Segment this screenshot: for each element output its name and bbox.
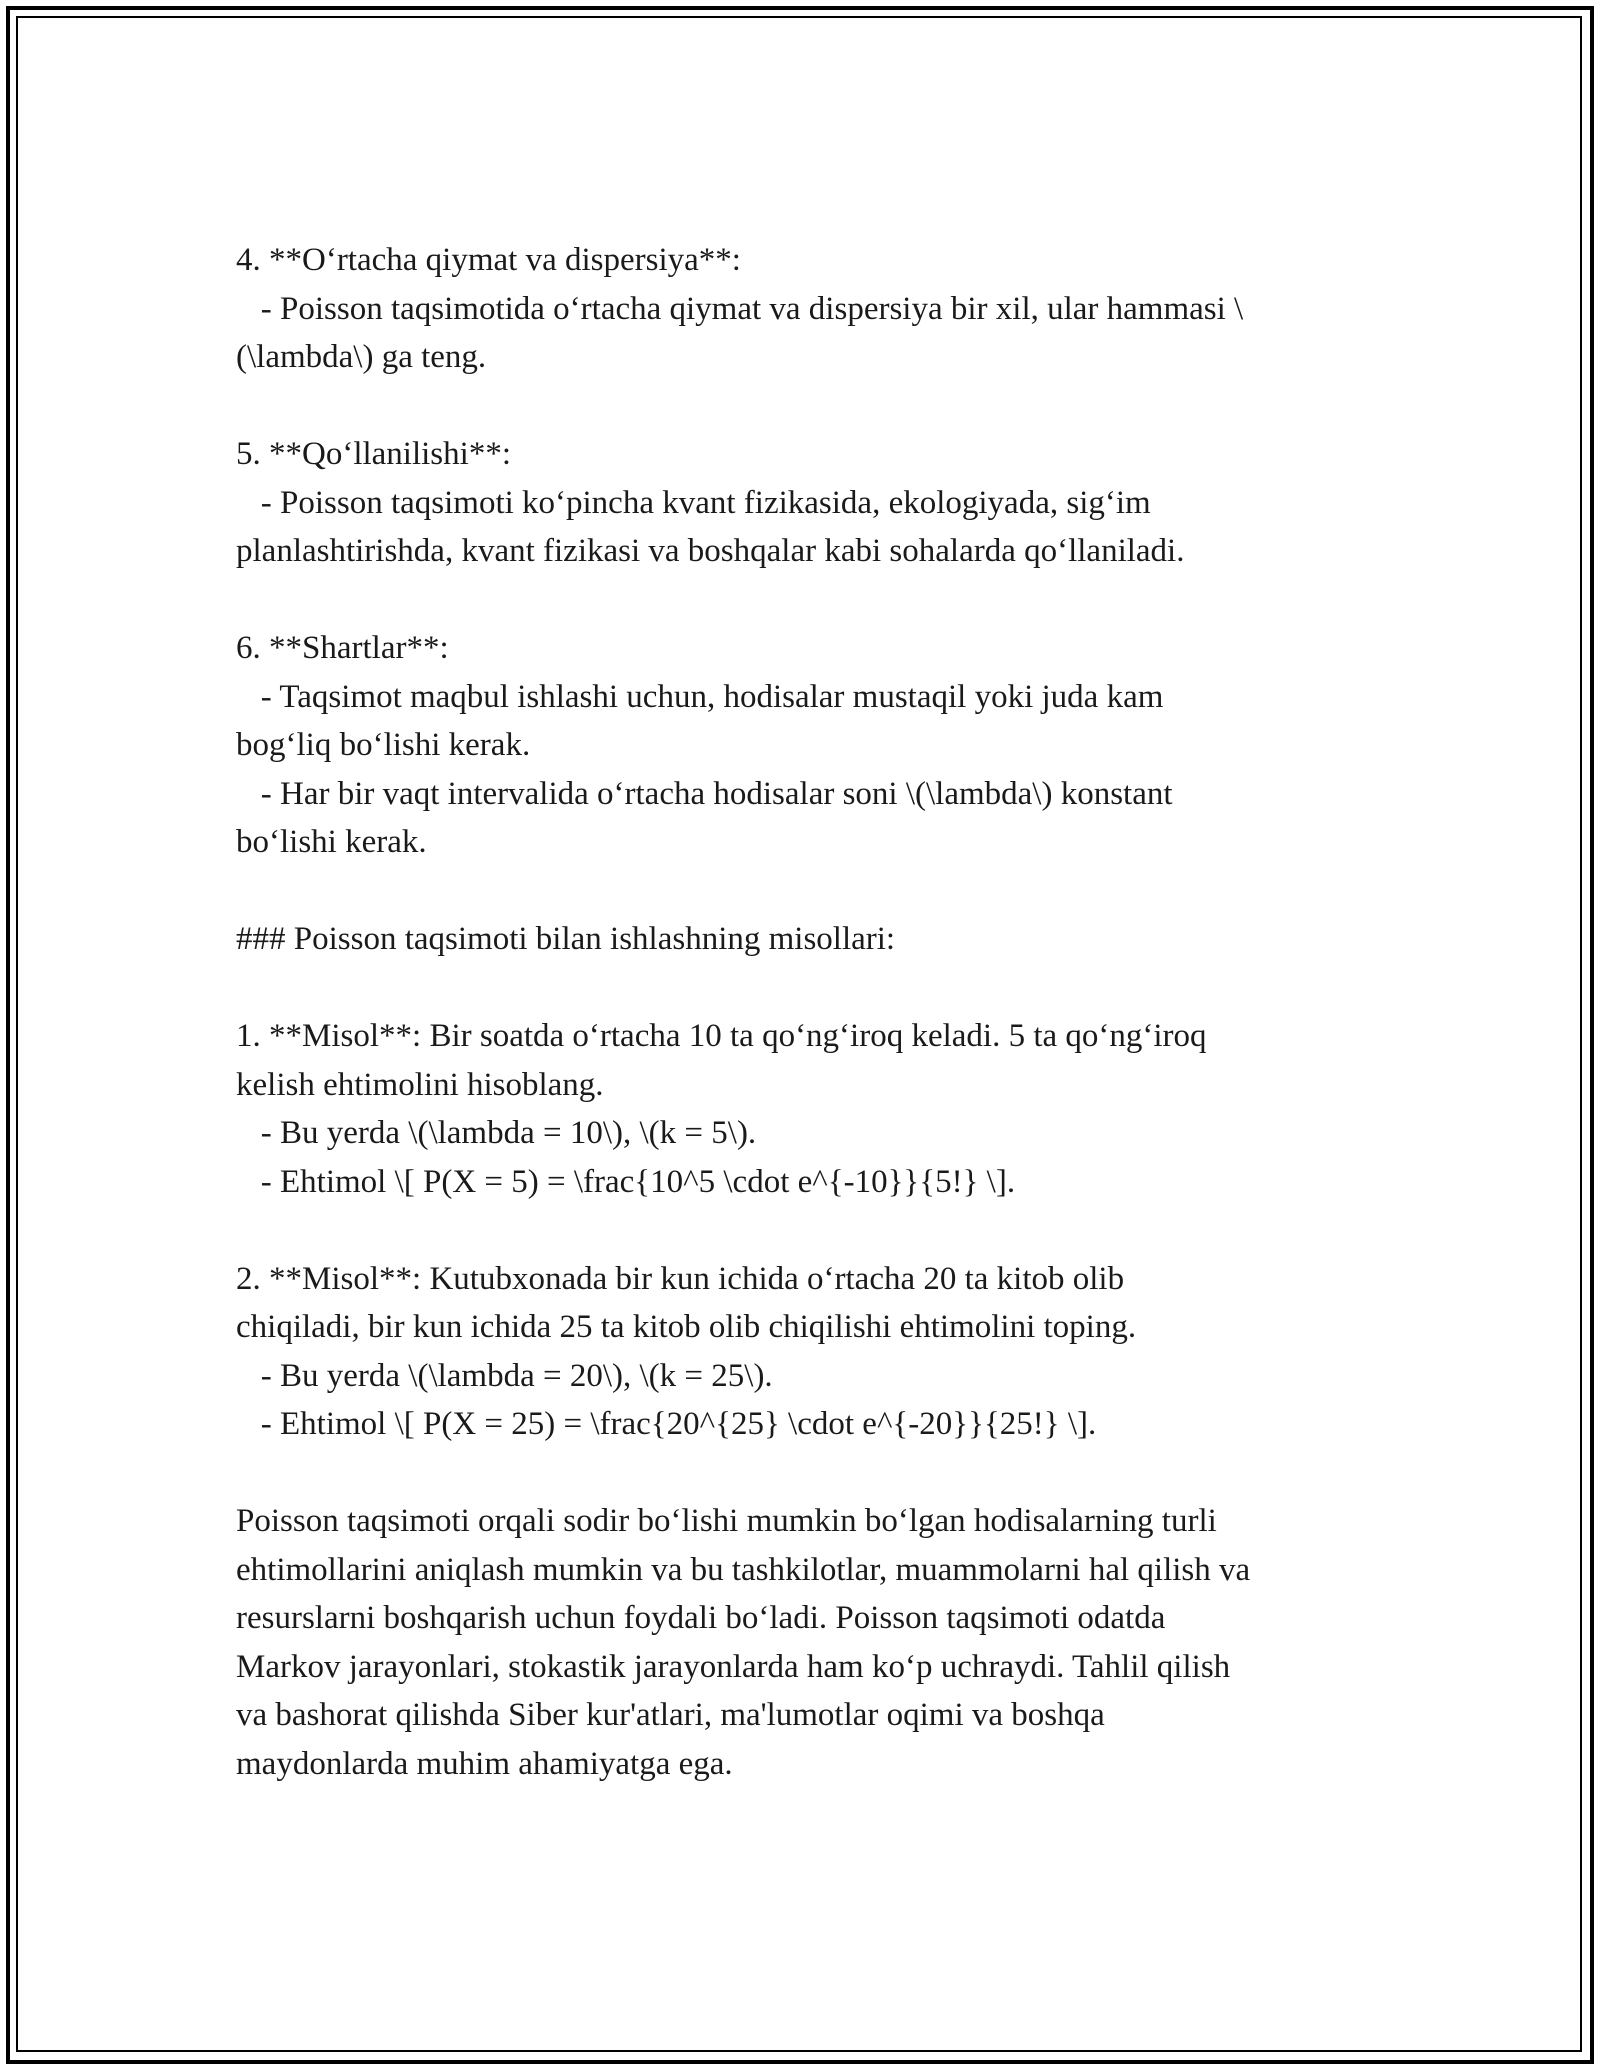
text-line: va bashorat qilishda Siber kur'atlari, ma'lumotlar oqimi va boshqa xyxy=(236,1697,1105,1733)
text-line: - Taqsimot maqbul ishlashi uchun, hodisalar mustaqil yoki juda kam xyxy=(236,678,1164,715)
text-line: bog‘liq bo‘lishi kerak. xyxy=(236,727,531,763)
text-line: 4. **O‘rtacha qiymat va dispersiya**: xyxy=(236,242,741,278)
text-line: - Ehtimol \[ P(X = 25) = \frac{20^{25} \cdot e^{-20}}{25!} \]. xyxy=(236,1406,1097,1442)
text-line: - Bu yerda \(\lambda = 20\), \(k = 25\). xyxy=(236,1357,773,1394)
text-line: (\lambda\) ga teng. xyxy=(236,339,487,375)
text-line: 5. **Qo‘llanilishi**: xyxy=(236,436,511,472)
text-line: 6. **Shartlar**: xyxy=(236,630,449,666)
blank-line xyxy=(236,1449,1396,1498)
text-line: - Poisson taqsimotida o‘rtacha qiymat va dispersiya bir xil, ular hammasi \ xyxy=(236,290,1244,327)
text-line: Poisson taqsimoti orqali sodir bo‘lishi mumkin bo‘lgan hodisalarning turli xyxy=(236,1503,1217,1539)
text-line: Markov jarayonlari, stokastik jarayonlarda ham ko‘p uchraydi. Tahlil qilish xyxy=(236,1648,1231,1685)
blank-line xyxy=(236,1206,1396,1255)
text-line: planlashtirishda, kvant fizikasi va boshqalar kabi sohalarda qo‘llaniladi. xyxy=(236,533,1185,569)
text-line: resurslarni boshqarish uchun foydali bo‘ladi. Poisson taqsimoti odatda xyxy=(236,1600,1166,1636)
text-line: maydonlarda muhim ahamiyatga ega. xyxy=(236,1745,733,1782)
text-line: - Bu yerda \(\lambda = 10\), \(k = 5\). xyxy=(236,1115,757,1151)
text-line: 2. **Misol**: Kutubxonada bir kun ichida o‘rtacha 20 ta kitob olib xyxy=(236,1260,1125,1297)
blank-line xyxy=(236,867,1396,916)
text-line: bo‘lishi kerak. xyxy=(236,824,427,860)
blank-line xyxy=(236,382,1396,431)
text-line: chiqiladi, bir kun ichida 25 ta kitob olib chiqilishi ehtimolini toping. xyxy=(236,1309,1137,1345)
blank-line xyxy=(236,576,1396,625)
text-line: kelish ehtimolini hisoblang. xyxy=(236,1066,604,1103)
text-line: - Har bir vaqt intervalida o‘rtacha hodisalar soni \(\lambda\) konstant xyxy=(236,775,1173,812)
text-line: 1. **Misol**: Bir soatda o‘rtacha 10 ta qo‘ng‘iroq keladi. 5 ta qo‘ng‘iroq xyxy=(236,1018,1207,1054)
text-line: - Poisson taqsimoti ko‘pincha kvant fizikasida, ekologiyada, sig‘im xyxy=(236,484,1151,521)
text-line: - Ehtimol \[ P(X = 5) = \frac{10^5 \cdot e^{-10}}{5!} \]. xyxy=(236,1163,1016,1200)
document-body xyxy=(236,236,1396,1788)
text-line: ### Poisson taqsimoti bilan ishlashning misollari: xyxy=(236,921,896,957)
text-line: ehtimollarini aniqlash mumkin va bu tashkilotlar, muammolarni hal qilish va xyxy=(236,1551,1251,1588)
blank-line xyxy=(236,964,1396,1013)
